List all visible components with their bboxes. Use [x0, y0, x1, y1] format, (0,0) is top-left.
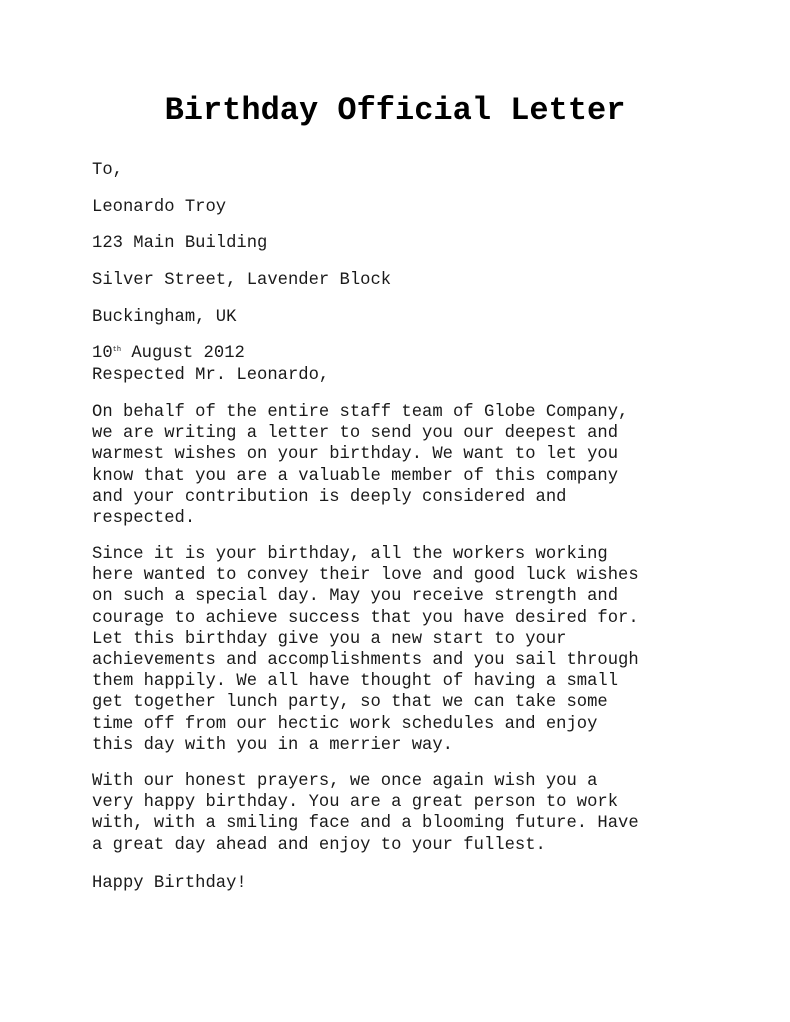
paragraph-line: With our honest prayers, we once again wish you a — [92, 772, 598, 791]
date-suffix: th — [112, 346, 122, 354]
paragraph-line: we are writing a letter to send you our deepest and — [92, 424, 619, 444]
paragraph-line: them happily. We all have thought of having a small — [92, 672, 619, 692]
salutation-to: To, — [92, 161, 123, 180]
paragraph-line: Let this birthday give you a new start to your — [92, 629, 567, 649]
address-line-1: 123 Main Building — [92, 234, 268, 253]
paragraph-line: and your contribution is deeply considered and — [92, 487, 567, 507]
paragraph-line: courage to achieve success that you have desired for. — [92, 608, 639, 628]
paragraph-line: a great day ahead and enjoy to your fullest. — [92, 835, 546, 855]
letter-date — [92, 343, 245, 364]
paragraph-line: this day with you in a merrier way. — [92, 735, 453, 755]
greeting: Respected Mr. Leonardo, — [92, 366, 330, 385]
paragraph-line: warmest wishes on your birthday. We want to let you — [92, 445, 619, 465]
paragraph-line: respected. — [92, 509, 196, 529]
recipient-name: Leonardo Troy — [92, 198, 227, 217]
paragraph-line: On behalf of the entire staff team of Globe Company, — [92, 403, 629, 422]
paragraph-1 — [92, 402, 628, 529]
paragraph-3 — [92, 771, 639, 856]
paragraph-line: Since it is your birthday, all the workers working — [92, 545, 608, 564]
paragraph-line: here wanted to convey their love and good luck wishes — [92, 566, 639, 586]
paragraph-line: know that you are a valuable member of this company — [92, 466, 619, 486]
date-day: 10 — [92, 344, 113, 363]
letter-title: Birthday Official Letter — [164, 92, 626, 129]
paragraph-line: achievements and accomplishments and you sail through — [92, 651, 639, 671]
paragraph-line: very happy birthday. You are a great person to work — [92, 793, 619, 813]
paragraph-line: on such a special day. May you receive strength and — [92, 587, 619, 607]
closing-line: Happy Birthday! — [92, 874, 247, 893]
paragraph-line: time off from our hectic work schedules and enjoy — [92, 714, 598, 734]
paragraph-2 — [92, 544, 639, 756]
paragraph-line: get together lunch party, so that we can take some — [92, 693, 608, 713]
address-line-3: Buckingham, UK — [92, 308, 237, 327]
date-month-year: August 2012 — [121, 344, 245, 363]
address-line-2: Silver Street, Lavender Block — [92, 271, 392, 290]
paragraph-line: with, with a smiling face and a blooming future. Have — [92, 814, 639, 834]
